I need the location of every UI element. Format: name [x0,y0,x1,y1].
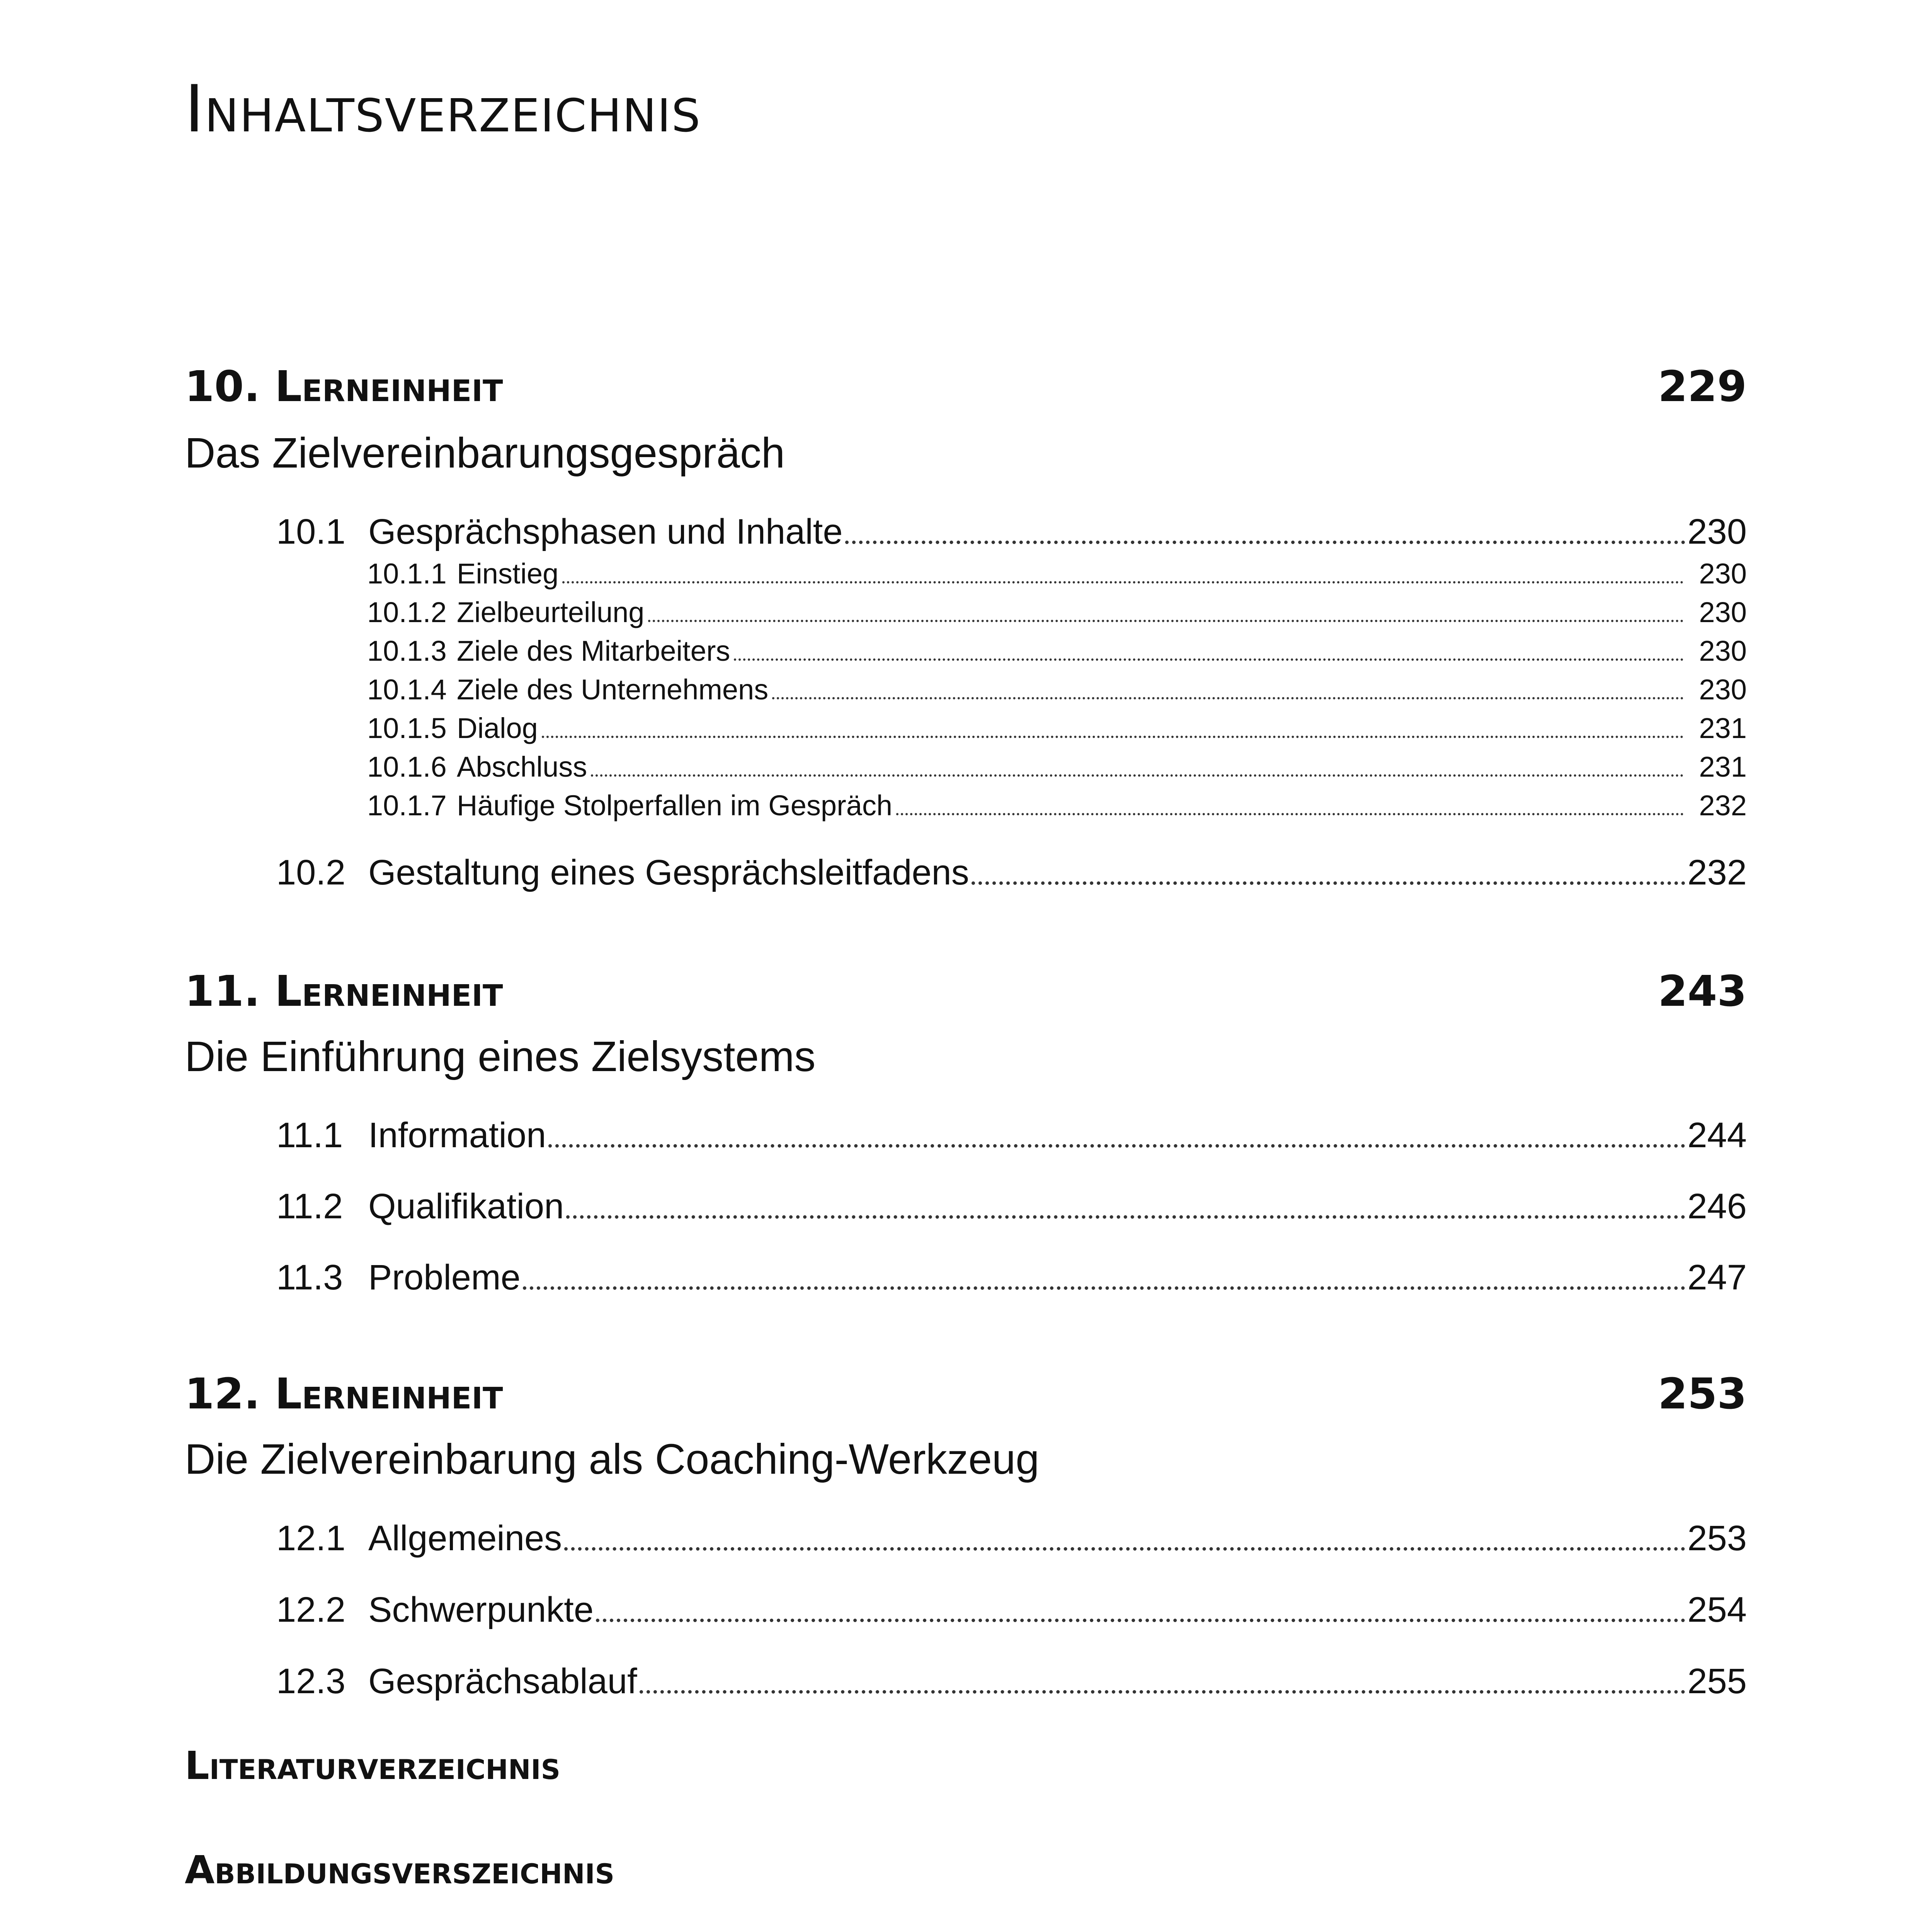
toc-entry-title: Probleme [368,1258,521,1297]
toc-entry-page: 255 [1687,1662,1747,1701]
dot-leader [523,1286,1685,1290]
toc-entry-title: Dialog [457,712,538,744]
dot-leader [640,1690,1685,1694]
dot-leader [772,697,1683,699]
toc-entry-number: 10.1.6 [367,751,447,783]
back-matter-literature[interactable]: Literaturverzeichnis [185,1743,560,1788]
toc-entry-11-1[interactable] [276,1117,1747,1153]
toc-entry-page: 254 [1687,1590,1747,1629]
toc-entry-10-1[interactable] [276,514,1747,549]
toc-entry-12-1[interactable] [276,1520,1747,1556]
toc-entry-title: Zielbeurteilung [457,596,645,628]
toc-entry-10-1-4[interactable] [367,675,1747,704]
toc-entry-number: 10.2 [276,853,346,892]
page-title: Inhaltsverzeichnis [185,71,701,147]
unit-heading-title: 10. Lerneinheit [185,362,503,411]
unit-heading-page: 253 [1658,1369,1747,1418]
unit-heading-title: 11. Lerneinheit [185,966,503,1016]
unit-10-heading[interactable] [185,350,1747,411]
dot-leader [564,1547,1685,1551]
toc-entry-page: 244 [1687,1116,1747,1155]
toc-entry-page: 230 [1699,673,1747,706]
toc-entry-page: 231 [1699,712,1747,744]
unit-11-subtitle: Die Einführung eines Zielsystems [185,1033,816,1080]
toc-entry-10-2[interactable] [276,855,1747,890]
toc-entry-title: Schwerpunkte [368,1590,594,1629]
dot-leader [734,658,1683,661]
toc-entry-title: Gesprächsphasen und Inhalte [368,512,843,551]
unit-10-subtitle: Das Zielvereinbarungsgespräch [185,429,785,477]
toc-entry-title: Häufige Stolperfallen im Gespräch [457,789,893,821]
toc-entry-number: 10.1.7 [367,789,447,821]
toc-entry-number: 10.1.5 [367,712,447,744]
toc-entry-page: 230 [1699,635,1747,667]
dot-leader [596,1619,1685,1622]
unit-heading-page: 243 [1658,966,1747,1016]
toc-entry-11-3[interactable] [276,1260,1747,1295]
toc-entry-number: 12.3 [276,1662,346,1701]
toc-entry-number: 10.1.1 [367,558,447,590]
toc-entry-title: Einstieg [457,558,559,590]
dot-leader [845,541,1685,544]
toc-entry-page: 230 [1687,512,1747,551]
toc-entry-number: 11.3 [276,1258,343,1297]
toc-entry-10-1-5[interactable] [367,714,1747,743]
toc-entry-10-1-6[interactable] [367,753,1747,781]
toc-entry-number: 11.1 [276,1116,343,1155]
toc-entry-page: 247 [1687,1258,1747,1297]
toc-entry-title: Ziele des Unternehmens [457,673,769,706]
toc-entry-number: 10.1.2 [367,596,447,628]
toc-entry-title: Allgemeines [368,1519,562,1558]
toc-entry-number: 10.1.3 [367,635,447,667]
dot-leader [562,581,1683,583]
toc-entry-10-1-2[interactable] [367,598,1747,627]
unit-11-heading[interactable] [185,954,1747,1016]
unit-12-subtitle: Die Zielvereinbarung als Coaching-Werkzeug [185,1435,1040,1483]
toc-entry-12-3[interactable] [276,1663,1747,1699]
toc-entry-page: 231 [1699,751,1747,783]
toc-entry-page: 232 [1699,789,1747,821]
toc-entry-number: 12.2 [276,1590,346,1629]
toc-entry-page: 230 [1699,596,1747,628]
unit-heading-page: 229 [1658,362,1747,411]
toc-entry-number: 12.1 [276,1519,346,1558]
toc-entry-title: Information [368,1116,546,1155]
dot-leader [896,813,1684,815]
unit-heading-title: 12. Lerneinheit [185,1369,503,1418]
toc-entry-title: Qualifikation [368,1187,564,1226]
unit-12-heading[interactable] [185,1357,1747,1418]
dot-leader [542,736,1684,738]
toc-entry-10-1-1[interactable] [367,560,1747,588]
dot-leader [972,881,1685,885]
toc-entry-title: Ziele des Mitarbeiters [457,635,730,667]
toc-entry-page: 253 [1687,1519,1747,1558]
dot-leader [566,1215,1685,1219]
dot-leader [648,620,1683,622]
toc-entry-page: 232 [1687,853,1747,892]
toc-entry-number: 10.1.4 [367,673,447,706]
toc-entry-number: 11.2 [276,1187,343,1226]
toc-entry-page: 246 [1687,1187,1747,1226]
toc-entry-number: 10.1 [276,512,346,551]
toc-entry-page: 230 [1699,558,1747,590]
back-matter-figures[interactable]: Abbildungsverszeichnis [185,1847,615,1893]
dot-leader [591,774,1683,777]
toc-entry-11-2[interactable] [276,1189,1747,1224]
toc-entry-10-1-7[interactable] [367,791,1747,820]
dot-leader [548,1144,1685,1148]
toc-entry-12-2[interactable] [276,1592,1747,1628]
toc-entry-title: Gestaltung eines Gesprächsleitfadens [368,853,969,892]
toc-entry-title: Gesprächsablauf [368,1662,637,1701]
toc-entry-10-1-3[interactable] [367,637,1747,665]
toc-entry-title: Abschluss [457,751,587,783]
